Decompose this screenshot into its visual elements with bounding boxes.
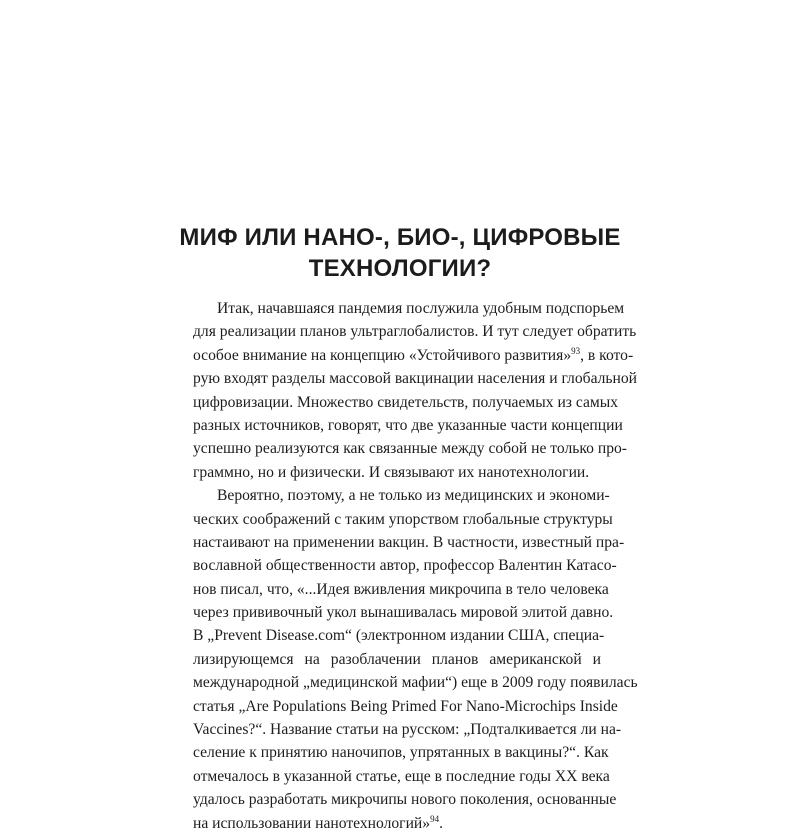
paragraph-2-line: удалось разработать микрочипы нового поколения, основанные <box>193 791 617 809</box>
paragraph-2-line: отмечалось в указанной статье, еще в последние годы XX века <box>193 767 610 785</box>
paragraph-2-line: Вероятно, поэтому, а не только из медицинских и экономи- <box>217 487 610 505</box>
footnote-marker: 94 <box>430 813 440 824</box>
line-text: . <box>439 814 443 832</box>
paragraph-1-line: рую входят разделы массовой вакцинации населения и глобальной <box>193 370 638 388</box>
paragraph-2-line: нов писал, что, «...Идея вживления микрочипа в тело человека <box>193 580 609 598</box>
paragraph-2-line: международной „медицинской мафии“) еще в 2009 году появилась <box>193 674 638 692</box>
footnote-marker: 93 <box>571 345 581 356</box>
paragraph-2-line <box>193 812 601 835</box>
line-text: особое внимание на концепцию «Устойчивого развития» <box>193 346 572 364</box>
paragraph-1-line: Итак, начавшаяся пандемия послужила удобным подспорьем <box>217 300 625 317</box>
paragraph-2-line: В „Prevent Disease.com“ (электронном издании США, специа- <box>193 627 605 645</box>
chapter-heading-line-1: МИФ ИЛИ НАНО-, БИО-, ЦИФРОВЫЕ <box>179 224 621 252</box>
paragraph-2-line: статья „Are Populations Being Primed For Nano-Microchips Inside <box>193 697 618 715</box>
paragraph-2-line: лизирующемся на разоблачении планов американской и <box>193 650 601 668</box>
paragraph-1-line <box>193 344 634 367</box>
paragraph-2-line: вославной общественности автор, профессор Валентин Катасо- <box>193 557 617 575</box>
body-text <box>193 297 638 835</box>
paragraph-1-line: успешно реализуются как связанные между собой не только про- <box>193 440 628 458</box>
chapter-heading-line-2: ТЕХНОЛОГИИ? <box>308 255 492 283</box>
paragraph-1-line: цифровизации. Множество свидетельств, получаемых из самых <box>193 393 619 411</box>
paragraph-2-line: настаивают на применении вакцин. В частности, известный пра- <box>193 533 625 551</box>
paragraph-2-line: селение к принятию наночипов, упрятанных в вакцины?“. Как <box>193 744 609 762</box>
paragraph-2-line: Vaccines?“. Название статьи на русском: „Подталкивается ли на- <box>193 721 622 739</box>
paragraph-2-line: через прививочный укол вынашивалась мировой элитой давно. <box>193 604 614 622</box>
paragraph-2-line: ческих соображений с таким упорством глобальные структуры <box>193 510 613 528</box>
chapter-heading <box>150 222 650 284</box>
line-text: на использовании нанотехнологий» <box>193 814 431 832</box>
paragraph-1-line: разных источников, говорят, что две указанные части концепции <box>193 416 623 434</box>
paragraph-1-line: граммно, но и физически. И связывают их нанотехнологии. <box>193 463 590 481</box>
paragraph-1-line: для реализации планов ультраглобалистов. И тут следует обратить <box>193 323 637 341</box>
line-text: , в кото- <box>580 346 634 364</box>
